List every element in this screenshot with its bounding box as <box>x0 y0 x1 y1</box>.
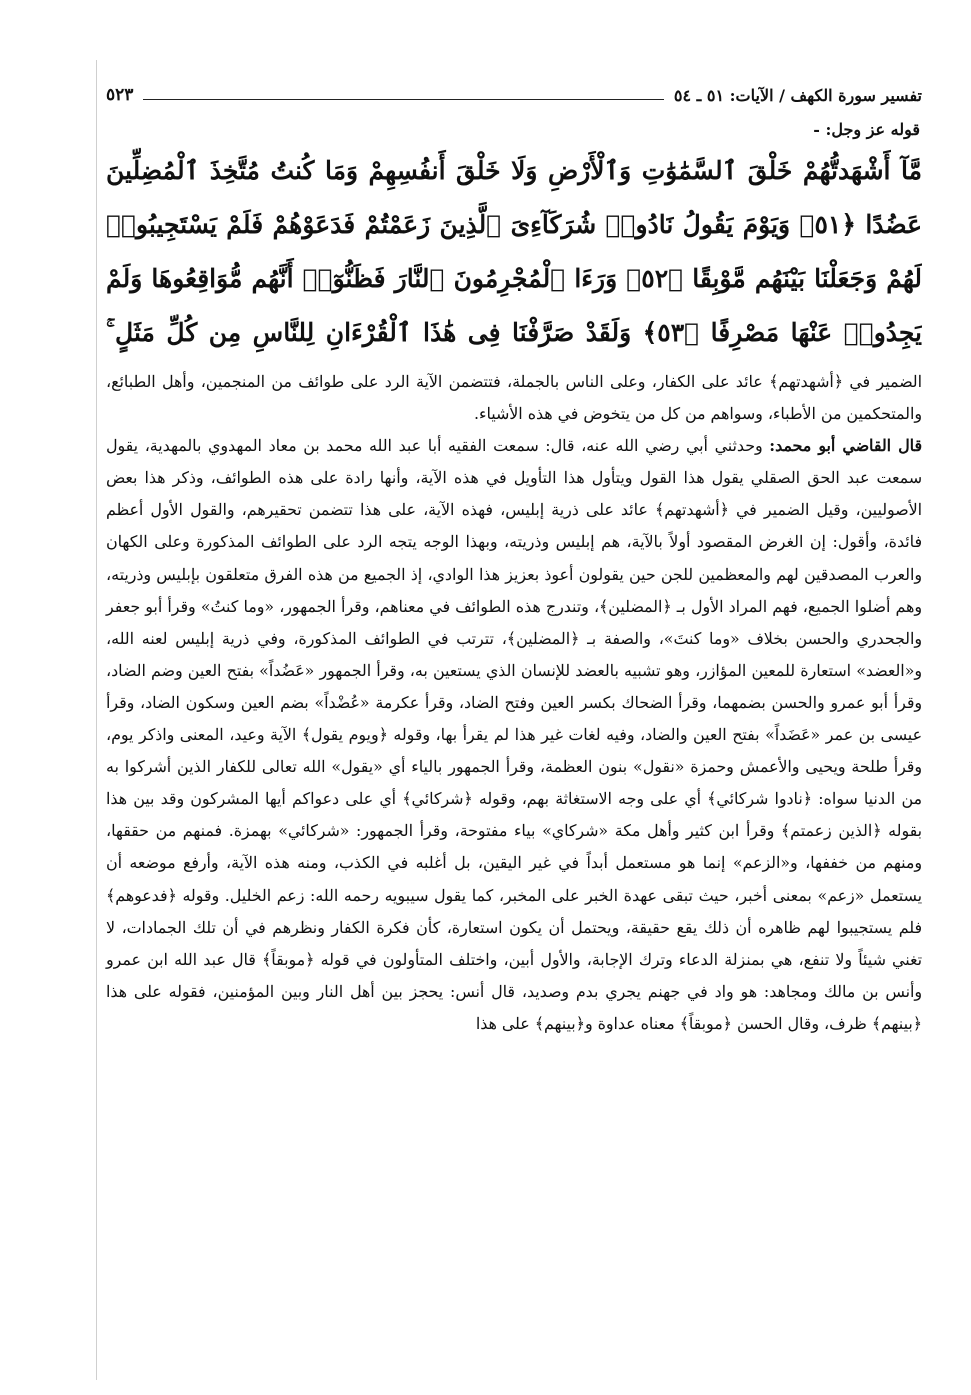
running-header <box>106 80 922 110</box>
commentary <box>106 366 922 1040</box>
paragraph-text: وحدثني أبي رضي الله عنه، قال: سمعت الفقيه أبا عبد الله محمد بن معاد المهدوي بالمهدية، يقول سمعت عبد الحق الصقلي يقول هذا القول ويتأول هذا التأويل في هذه الآية، وأنها رادة على هذه الطوائف، وذكر هذا بعض الأصوليين، وقيل الضمير في ﴿أشهدتهم﴾ عائد على ذرية إبليس، فهذه الآية، على هذا تتضمن تحقيرهم، والقول الأول أعظم فائدة، وأقول: إن الغرض المقصود أولاً بالآية، هم إبليس وذريته، وبهذا الوجه يتجه الرد على الطوائف المذكورة وعلى الكهان والعرب المصدقين لهم والمعظمين للجن حين يقولون أعوذ بعزيز هذا الوادي، إذ الجميع من هذه الفرق متعلقون بإبليس وذريته، وهم أضلوا الجميع، فهم المراد الأول بـ ﴿المضلين﴾، وتندرج هذه الطوائف في معناهم، وقرأ الجمهور، «وما كنتُ» وقرأ أبو جعفر والجحدري والحسن بخلاف «وما كنتَ»، والصفة بـ ﴿المضلين﴾، تترتب في الطوائف المذكورة، وفي ذرية إبليس لعنه الله، و«العضد» استعارة للمعين المؤازر، وهو تشبيه بالعضد للإنسان الذي يستعين به، وقرأ الجمهور «عَضُداً» بفتح العين وضم الضاد، وقرأ أبو عمرو والحسن بضمهما، وقرأ الضحاك بكسر العين وفتح الضاد، وقرأ عكرمة «عُضْداً» بضم العين وسكون الضاد، وقرأ عيسى بن عمر «عَضَداً» بفتح العين والضاد، وفيه لغات غير هذا لم يقرأ بها، وقوله ﴿ويوم يقول﴾ الآية وعيد، المعنى واذكر يوم، وقرأ طلحة ويحيى والأعمش وحمزة «نقول» بنون العظمة، وقرأ الجمهور بالياء أي «يقول» الله تعالى للكفار الذين أشركوا به من الدنيا سواه: ﴿نادوا شركائي﴾ أي على وجه الاستغاثة بهم، وقوله ﴿شركائي﴾ أي على دعواكم أيها المشركون وقد بين هذا بقوله ﴿الذين زعمتم﴾ وقرأ ابن كثير وأهل مكة «شركاي» بياء مفتوحة، وقرأ الجمهور: «شركائي» بهمزة. فمنهم من حققها، ومنهم من خففها، و«الزعم» إنما هو مستعمل أبداً في غير اليقين، بل أغلبه في الكذب، ومنه هذه الآية، وأرفع موضعه أن يستعمل «زعم» بمعنى أخبر، حيث تبقى عهدة الخبر على المخبر، كما يقول سيبويه رحمه الله: زعم الخليل. وقوله ﴿فدعوهم﴾ فلم يستجيبوا لهم ظاهره أن ذلك يقع حقيقة، ويحتمل أن يكون استعارة، كأن فكرة الكفار ونظرهم في أن تلك الجمادات، لا تغني شيئاً ولا تنفع، هي بمنزلة الدعاء وترك الإجابة، والأول أبين، واختلف المتأولون في قوله ﴿موبقاً﴾ قال عبد الله ابن عمرو وأنس بن مالك ومجاهد: هو واد في جهنم يجري بدم وصديد، قال أنس: يحجز بين أهل النار وبين المؤمنين، فقوله على هذا ﴿بينهم﴾ ظرف، وقال الحسن ﴿موبقاً﴾ معناه عداوة و﴿بينهم﴾ على هذا <box>106 436 922 1033</box>
paragraph-lead: قال القاضي أبو محمد: <box>769 436 922 456</box>
commentary-paragraph <box>106 366 922 430</box>
paragraph-text: الضمير في ﴿أشهدتهم﴾ عائد على الكفار، وعلى الناس بالجملة، فتتضمن الآية الرد على طوائف من المنجمين، وأهل الطبائع، والمتحكمين من الأطباء، وسواهم من كل من يتخوض في هذه الأشياء. <box>106 372 922 424</box>
header-rule <box>143 99 663 100</box>
page-number: ٥٢٣ <box>106 85 134 105</box>
intro-line: قوله عز وجل: - <box>813 120 920 139</box>
quran-verses: مَّآ أَشْهَدتُّهُمْ خَلْقَ ٱلسَّمَٰوَٰتِ وَٱلْأَرْضِ وَلَا خَلْقَ أَنفُسِهِمْ وَمَا كُنتُ مُتَّخِذَ ٱلْمُضِلِّينَ عَضُدًا ﴿٥١﴾ وَيَوْمَ يَقُولُ نَادُوا۟ شُرَكَآءِىَ ٱلَّذِينَ زَعَمْتُمْ فَدَعَوْهُمْ فَلَمْ يَسْتَجِيبُوا۟ لَهُمْ وَجَعَلْنَا بَيْنَهُم مَّوْبِقًا ﴿٥٢﴾ وَرَءَا ٱلْمُجْرِمُونَ ٱلنَّارَ فَظَنُّوٓا۟ أَنَّهُم مُّوَاقِعُوهَا وَلَمْ يَجِدُوا۟ عَنْهَا مَصْرِفًا ﴿٥٣﴾ وَلَقَدْ صَرَّفْنَا فِى هَٰذَا ٱلْقُرْءَانِ لِلنَّاسِ مِن كُلِّ مَثَلٍ ۚ <box>106 156 922 347</box>
page-margin-line <box>96 60 97 1380</box>
commentary-paragraph <box>106 430 922 1040</box>
header-title: تفسير سورة الكهف / الآيات: ٥١ ـ ٥٤ <box>673 85 922 105</box>
book-page <box>106 80 922 1040</box>
